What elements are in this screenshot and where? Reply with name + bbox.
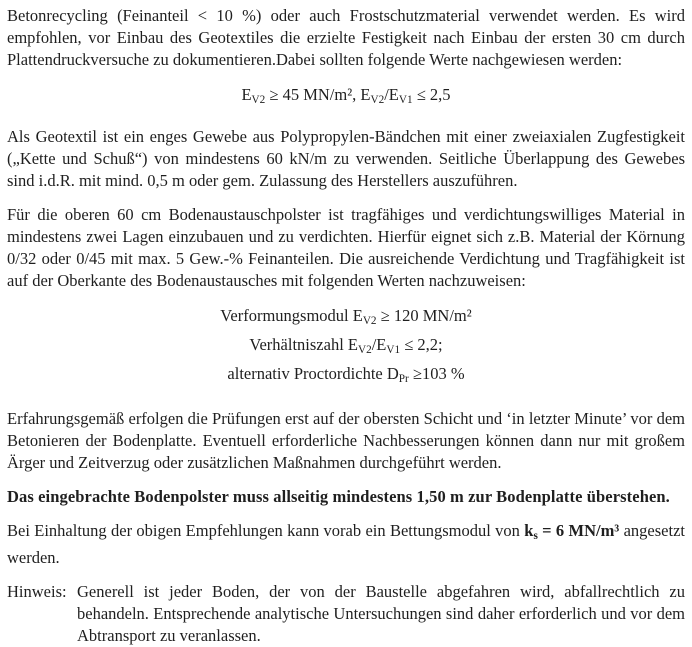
paragraph-bodenaustauschpolster: Für die oberen 60 cm Bodenaustauschpolster ist tragfähiges und verdichtungswilliges Material in mindestens zwei Lagen einzubauen und zu verdichten. Hierfür eignet sich z.B. Material der Körnung 0/32 oder 0/45 mit max. 5 Gew.-% Feinanteilen. Die ausreichende Verdichtung und Tragfähigkeit ist auf der Oberkante des Bodenaustausches mit folgenden Werten nachzuweisen:: [7, 205, 685, 291]
hinweis-section: [7, 581, 685, 647]
paragraph-betonrecycling: Betonrecycling (Feinanteil < 10 %) oder auch Frostschutzmaterial verwendet werden. Es wird empfohlen, vor Einbau des Geotextiles die erzielte Festigkeit nach Einbau der ersten 30 cm durch Plattendruckversuche zu dokumentieren.Dabei sollten folgende Werte nachgewiesen werden:: [7, 6, 685, 69]
paragraph-bettungsmodul: Bei Einhaltung der obigen Empfehlungen kann vorab ein Bettungsmodul von ks = 6 MN/m³ angesetzt werden.: [7, 520, 685, 567]
paragraph-erfahrungsgemaess: Erfahrungsgemäß erfolgen die Prüfungen erst auf der obersten Schicht und ‘in letzter Minute’ vor dem Betonieren der Bodenplatte. Eventuell erforderliche Nachbesserungen können dann nur mit großem Ärger und Zeitverzug oder zusätzlichen Maßnahmen durchgeführt werden.: [7, 408, 685, 472]
formula-proctordichte: alternativ Proctordichte DPr ≥103 %: [227, 364, 465, 386]
paragraph-geotextil: Als Geotextil ist ein enges Gewebe aus Polypropylen-Bändchen mit einer zweiaxialen Zugfestigkeit („Kette und Schuß“) von mindestens 60 kN/m zu verwenden. Seitliche Überlappung des Gewebes sind i.d.R. mit mind. 0,5 m oder gem. Zulassung des Herstellers auszuführen.: [7, 127, 685, 191]
formula-verhaeltniszahl: Verhältniszahl EV2/EV1 ≤ 2,2;: [249, 335, 443, 357]
hinweis-text: Generell ist jeder Boden, der von der Baustelle abgefahren wird, abfallrechtlich zu behandeln. Entsprechende analytische Untersuchungen sind daher erforderlich und vor dem Abtransport zu veranlassen.: [77, 581, 685, 645]
formula-ev2-45: EV2 ≥ 45 MN/m², EV2/EV1 ≤ 2,5: [241, 85, 451, 107]
formula-verformungsmodul: Verformungsmodul EV2 ≥ 120 MN/m²: [220, 306, 472, 328]
formula-block-verdichtung: [7, 304, 685, 391]
paragraph-bodenpolster-bold: Das eingebrachte Bodenpolster muss allseitig mindestens 1,50 m zur Bodenplatte überstehen.: [7, 486, 670, 506]
hinweis-label: Hinweis:: [7, 581, 67, 601]
